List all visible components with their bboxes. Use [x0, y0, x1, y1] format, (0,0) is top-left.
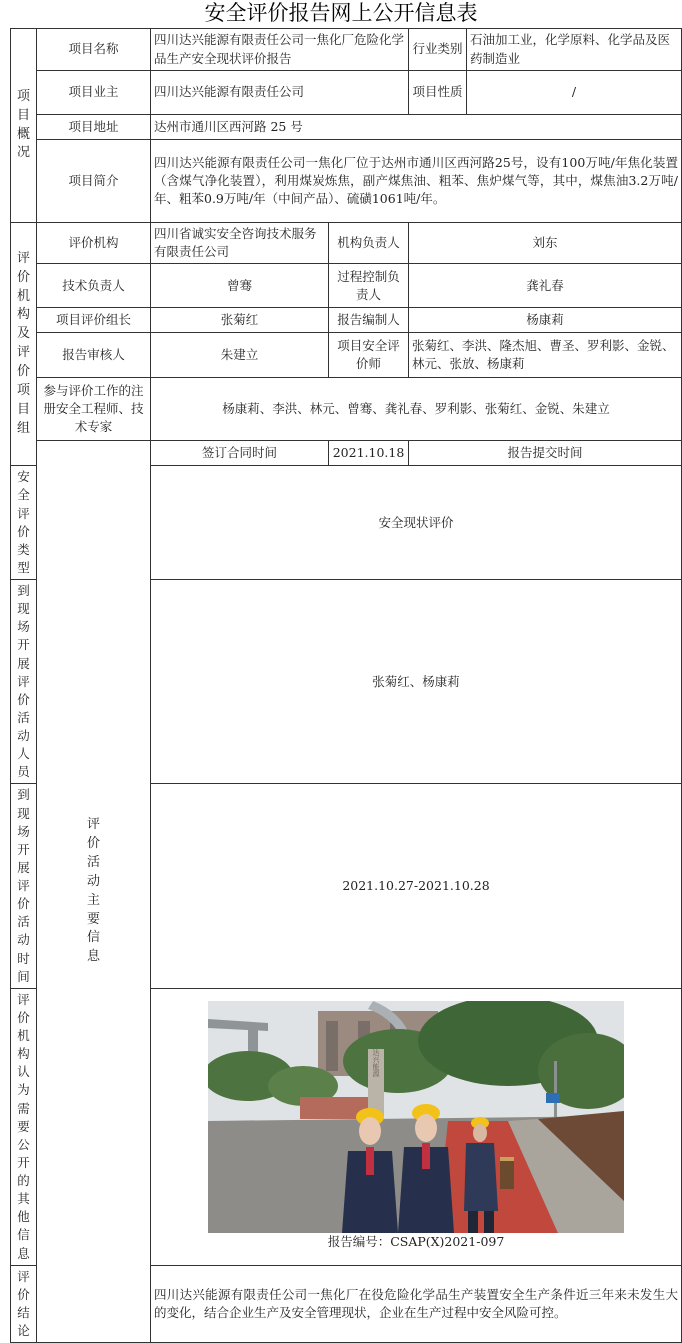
group-label-char: 价 — [86, 836, 100, 852]
process-lead-value: 龚礼春 — [409, 264, 682, 308]
team-leader-label: 项目评价组长 — [37, 308, 151, 333]
page-title: 安全评价报告网上公开信息表 — [204, 1, 478, 25]
group-label-char: 机 — [16, 288, 30, 304]
experts-value: 杨康莉、李洪、林元、曾骞、龚礼春、罗利影、张菊红、金锐、朱建立 — [151, 378, 682, 441]
group-label-char: 主 — [86, 892, 100, 908]
report-compiler-value: 杨康莉 — [409, 308, 682, 333]
info-table — [10, 28, 682, 1343]
group-agency-label — [11, 223, 37, 466]
project-intro-label: 项目简介 — [37, 140, 151, 223]
project-nature-label: 项目性质 — [409, 71, 467, 115]
photo-bin — [500, 1159, 514, 1189]
site-photo — [208, 1001, 624, 1233]
group-label-char: 项 — [16, 382, 30, 398]
site-time-label: 到现场开展评价活动时间 — [11, 784, 37, 988]
agency-org-label: 评价机构 — [37, 223, 151, 264]
conclusion-label: 评价结论 — [11, 1265, 37, 1343]
report-number: 报告编号：CSAP(X)2021-097 — [327, 1233, 505, 1249]
project-name-label: 项目名称 — [37, 29, 151, 71]
group-label-char: 目 — [16, 401, 30, 417]
group-label-char: 评 — [16, 345, 30, 361]
project-owner-label: 项目业主 — [37, 71, 151, 115]
reviewer-value: 朱建立 — [151, 333, 329, 378]
group-label-char: 组 — [16, 420, 30, 436]
report-compiler-label: 报告编制人 — [329, 308, 409, 333]
other-info-label: 评价机构认为需要公开的其他信息 — [11, 988, 37, 1265]
contract-date-value: 2021.10.18 — [329, 441, 409, 466]
group-label-char: 况 — [16, 145, 30, 161]
photo-scarf — [366, 1147, 374, 1175]
agency-head-value: 刘东 — [409, 223, 682, 264]
group-label-char: 构 — [16, 307, 30, 323]
industry-label: 行业类别 — [409, 29, 467, 71]
project-address-label: 项目地址 — [37, 115, 151, 140]
group-label-char: 信 — [86, 930, 100, 946]
photo-building-column — [326, 1021, 338, 1071]
group-label-char: 项 — [16, 88, 30, 104]
experts-label: 参与评价工作的注册安全工程师、技术专家 — [37, 378, 151, 441]
site-time-value: 2021.10.27-2021.10.28 — [151, 784, 682, 988]
project-address-value: 达州市通川区西河路 25 号 — [151, 115, 682, 140]
group-project-text — [14, 88, 33, 163]
assessors-label: 项目安全评价师 — [329, 333, 409, 378]
project-name-value: 四川达兴能源有限责任公司一焦化厂危险化学品生产安全现状评价报告 — [151, 29, 409, 71]
photo-face — [359, 1117, 381, 1145]
group-label-char: 要 — [86, 911, 100, 927]
group-label-char: 息 — [86, 949, 100, 965]
site-staff-label: 到现场开展评价活动人员 — [11, 580, 37, 784]
photo-leg — [468, 1211, 478, 1233]
group-label-char: 概 — [16, 126, 30, 142]
group-label-char: 价 — [16, 269, 30, 285]
photo-bin-lid — [500, 1157, 514, 1161]
other-info-cell — [151, 988, 682, 1265]
group-project-label — [11, 29, 37, 223]
group-label-char: 活 — [86, 855, 100, 870]
project-owner-value: 四川达兴能源有限责任公司 — [151, 71, 409, 115]
assessors-value: 张菊红、李洪、隆杰旭、曹圣、罗利影、金锐、林元、张放、杨康莉 — [409, 333, 682, 378]
photo-face — [473, 1124, 487, 1142]
group-label-char: 评 — [16, 250, 30, 266]
reviewer-label: 报告审核人 — [37, 333, 151, 378]
site-staff-value: 张菊红、杨康莉 — [151, 580, 682, 784]
process-lead-label: 过程控制负责人 — [329, 264, 409, 308]
photo-face — [415, 1114, 437, 1142]
site-photo-svg — [208, 1001, 624, 1233]
group-agency-text — [14, 250, 33, 438]
team-leader-value: 张菊红 — [151, 308, 329, 333]
evaluation-type-label: 安全评价类型 — [11, 466, 37, 580]
photo-blue-sign — [546, 1093, 560, 1103]
photo-jacket — [464, 1143, 498, 1211]
group-label-char: 及 — [16, 326, 30, 342]
group-label-char: 动 — [86, 873, 100, 889]
conclusion-value: 四川达兴能源有限责任公司一焦化厂在役危险化学品生产装置安全生产条件近三年来未发生大的变化，结合企业生产及安全管理现状，企业在生产过程中安全风险可控。 — [151, 1265, 682, 1343]
submit-date-label: 报告提交时间 — [409, 441, 682, 466]
group-label-char: 目 — [16, 107, 30, 123]
project-intro-value: 四川达兴能源有限责任公司一焦化厂位于达州市通川区西河路25号，设有100万吨/年焦化装置（含煤气净化装置），利用煤炭炼焦，副产煤焦油、粗苯、焦炉煤气等，其中，煤焦油3.2万吨/年、粗苯0.9万吨/年（中间产品）、硫磺1061吨/年。 — [151, 140, 682, 223]
project-nature-value: / — [467, 71, 682, 115]
photo-scarf — [422, 1143, 430, 1169]
tech-lead-value: 曾骞 — [151, 264, 329, 308]
agency-head-label: 机构负责人 — [329, 223, 409, 264]
group-activity-text — [40, 816, 147, 967]
industry-value: 石油加工业，化学原料、化学品及医药制造业 — [467, 29, 682, 71]
photo-leg — [484, 1211, 494, 1233]
evaluation-type-value: 安全现状评价 — [151, 466, 682, 580]
contract-date-label: 签订合同时间 — [151, 441, 329, 466]
group-label-char: 价 — [16, 363, 30, 379]
group-label-char: 评 — [86, 817, 100, 833]
group-activity-label — [37, 441, 151, 1343]
photo-monument-sign: 达兴能源 — [372, 1048, 380, 1077]
agency-org-value: 四川省诚实安全咨询技术服务有限责任公司 — [151, 223, 329, 264]
tech-lead-label: 技术负责人 — [37, 264, 151, 308]
